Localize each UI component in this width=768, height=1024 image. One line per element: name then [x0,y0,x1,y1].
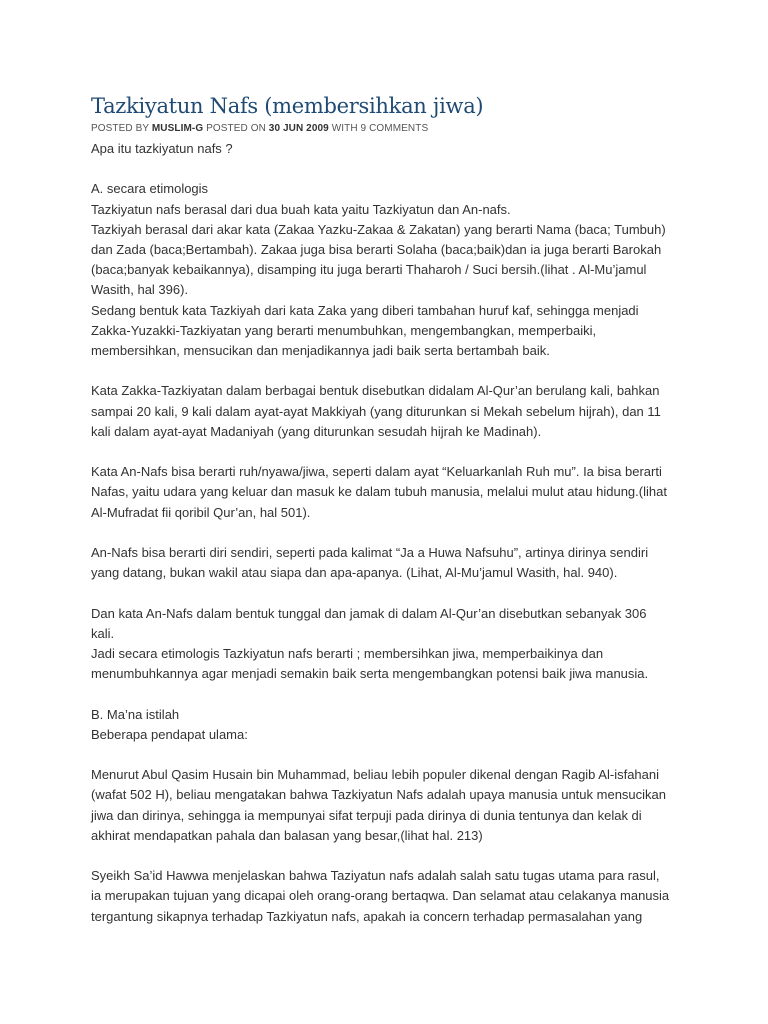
post-paragraph [91,705,691,745]
paragraph-line: Menurut Abul Qasim Husain bin Muhammad, beliau lebih populer dikenal dengan Ragib Al-isfahani [91,767,660,783]
paragraph-line: Syeikh Sa’id Hawwa menjelaskan bahwa Taziyatun nafs adalah salah satu tugas utama para rasul, [91,868,660,884]
paragraph-line: Kata An-Nafs bisa berarti ruh/nyawa/jiwa, seperti dalam ayat “Keluarkanlah Ruh mu”. Ia bisa berarti [91,464,662,480]
paragraph-line: dan Zada (baca;Bertambah). Zakaa juga bisa berarti Solaha (baca;baik)dan ia juga berarti Barokah [91,242,662,257]
post-paragraph [91,139,691,159]
post-content [91,139,691,927]
paragraph-line: Tazkiyatun nafs berasal dari dua buah kata yaitu Tazkiyatun dan An-nafs. [91,201,511,217]
paragraph-line: Nafas, yaitu udara yang keluar dan masuk ke dalam tubuh manusia, melalui mulut atau hidung.(lihat [91,484,667,500]
posted-by-label: POSTED BY [91,123,149,134]
paragraph-line: Sedang bentuk kata Tazkiyah dari kata Zaka yang diberi tambahan huruf kaf, sehingga menjadi [91,302,639,318]
paragraph-line: Jadi secara etimologis Tazkiyatun nafs berarti ; membersihkan jiwa, memperbaikinya dan [91,646,604,661]
post-paragraph [91,462,691,523]
post-paragraph [91,866,691,927]
paragraph-line: (wafat 502 H), beliau mengatakan bahwa Tazkiyatun Nafs adalah upaya manusia untuk mensucikan [91,787,666,803]
paragraph-line: membersihkan, mensucikan dan menjadikannya jadi baik serta bertambah baik. [91,343,550,359]
paragraph-line: sampai 20 kali, 9 kali dalam ayat-ayat Makkiyah (yang diturunkan si Mekah sebelum hijrah), dan 11 [91,403,661,419]
paragraph-line: Wasith, hal 396). [91,282,189,298]
post-paragraph [91,179,691,361]
post-paragraph [91,604,691,685]
paragraph-line: jiwa dan dirinya, sehingga ia mempunyai sifat terpuji pada dirinya di dunia tentunya dan kelak di [91,807,642,823]
paragraph-line: kali dalam ayat-ayat Madaniyah (yang diturunkan sesudah hijrah ke Madinah). [91,423,542,439]
post-paragraph [91,765,691,846]
paragraph-line: Apa itu tazkiyatun nafs ? [91,141,233,156]
post-paragraph [91,381,691,442]
paragraph-line: Zakka-Yuzakki-Tazkiyatan yang berarti menumbuhkan, mengembangkan, memperbaiki, [91,322,597,338]
paragraph-line: kali. [91,625,115,641]
paragraph-line: Dan kata An-Nafs dalam bentuk tunggal dan jamak di dalam Al-Qur’an disebutkan sebanyak 306 [91,605,647,621]
post-title[interactable]: Tazkiyatun Nafs (membersihkan jiwa) [91,94,484,118]
paragraph-line: menumbuhkannya agar menjadi semakin baik serta mengembangkan potensi baik jiwa manusia. [91,666,649,682]
paragraph-line: Tazkiyah berasal dari akar kata (Zakaa Yazku-Zakaa & Zakatan) yang berarti Nama (baca; Tumbuh) [91,221,666,237]
comments-link[interactable]: WITH 9 COMMENTS [331,123,429,134]
paragraph-line: An-Nafs bisa berarti diri sendiri, seperti pada kalimat “Ja a Huwa Nafsuhu”, artinya dirinya sendiri [91,545,649,560]
post-meta [91,122,691,135]
paragraph-line: yang datang, bukan wakil atau siapa dan apa-apanya. (Lihat, Al-Mu’jamul Wasith, hal. 940). [91,565,618,581]
paragraph-line: tergantung sikapnya terhadap Tazkiyatun nafs, apakah ia concern terhadap permasalahan yang [91,908,643,924]
author-link[interactable]: MUSLIM-G [151,123,204,134]
post-date: 30 JUN 2009 [268,123,329,134]
blog-post [91,92,691,947]
paragraph-line: (baca;banyak kebaikannya), disamping itu juga berarti Thaharoh / Suci bersih.(lihat . Al-Mu’jamul [91,262,647,278]
paragraph-line: B. Ma’na istilah [91,706,180,722]
paragraph-line: Beberapa pendapat ulama: [91,726,248,742]
paragraph-line: A. secara etimologis [91,181,209,197]
paragraph-line: ia merupakan tujuan yang dicapai oleh orang-orang bertaqwa. Dan selamat atau celakanya manusia [91,888,670,904]
paragraph-line: Al-Mufradat fii qoribil Qur’an, hal 501). [91,504,311,520]
post-paragraph [91,543,691,583]
paragraph-line: Kata Zakka-Tazkiyatan dalam berbagai bentuk disebutkan didalam Al-Qur’an berulang kali, bahkan [91,383,660,399]
paragraph-line: akhirat mendapatkan pahala dan balasan yang besar,(lihat hal. 213) [91,827,483,843]
posted-on-label: POSTED ON [206,123,266,134]
